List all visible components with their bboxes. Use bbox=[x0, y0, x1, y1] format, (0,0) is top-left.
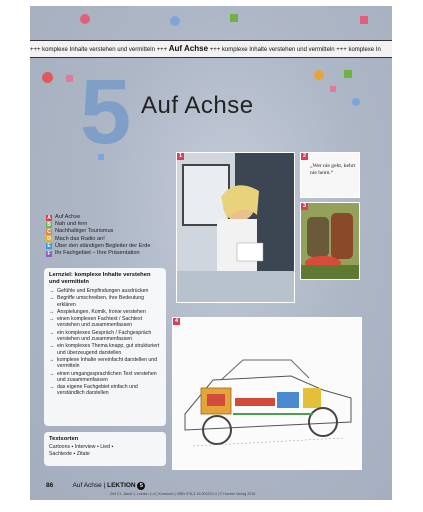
section-label: Nachhaltiger Tourismus bbox=[55, 228, 114, 235]
chapter-title: Auf Achse bbox=[141, 92, 254, 119]
photo-truck-driver bbox=[176, 152, 295, 303]
backpacks-illustration bbox=[301, 203, 359, 279]
decor-square-green-2 bbox=[344, 70, 352, 78]
section-letter: B bbox=[47, 221, 51, 228]
section-item-e[interactable] bbox=[46, 243, 150, 250]
section-label: Mach das Radio an! bbox=[55, 235, 105, 242]
textsorts-heading: Textsorten bbox=[49, 436, 79, 442]
decor-dot-orange bbox=[314, 70, 324, 80]
textsorts-line-2: Sachtexte ▪ Zitate bbox=[49, 451, 90, 457]
page-footer bbox=[46, 482, 255, 496]
section-letter: D bbox=[47, 236, 51, 243]
section-letter: C bbox=[47, 229, 51, 235]
imprint-text: Zeit C1, Band 1, Lektion 1–6 | Kursbuch | ISBN 978-3-19-001670-4 | © Hueber Verlag 2018 bbox=[110, 492, 256, 496]
banner-text-left: +++ komplexe Inhalte verstehen und vermitteln +++ bbox=[30, 47, 168, 53]
photo-backpacks bbox=[300, 202, 360, 280]
objective-item: → Begriffe umschreiben, ihre Bedeutung erklären bbox=[49, 295, 161, 308]
section-list bbox=[46, 214, 150, 257]
section-item-b[interactable] bbox=[46, 221, 150, 228]
quote-card bbox=[300, 152, 360, 198]
footer-separator: | bbox=[103, 482, 108, 489]
banner-title: Auf Achse bbox=[168, 44, 209, 53]
decor-square-pink-2 bbox=[330, 86, 336, 92]
objective-item: → ein komplexes Thema knapp, gut strukturiert und überzeugend darstellen bbox=[49, 343, 161, 356]
textbook-page bbox=[30, 6, 392, 500]
photo-number-4: 4 bbox=[174, 318, 179, 324]
section-letter: F bbox=[47, 250, 51, 257]
lektion-label: LEKTION bbox=[107, 482, 136, 489]
truck-driver-illustration bbox=[177, 153, 294, 302]
quote-text: „Wer nie geht, kehrt nie heim.“ bbox=[310, 163, 356, 176]
decor-dot-blue-2 bbox=[352, 98, 360, 106]
section-item-f[interactable] bbox=[46, 250, 150, 257]
photo-number-2: 2 bbox=[302, 153, 307, 159]
decor-square-pink bbox=[66, 75, 73, 82]
decor-square-green bbox=[230, 14, 238, 22]
decor-dot-red bbox=[42, 72, 53, 83]
learning-objectives-box bbox=[44, 268, 166, 426]
section-item-a[interactable] bbox=[46, 214, 150, 221]
section-item-d[interactable] bbox=[46, 236, 150, 243]
objectives-heading: Lernziel: komplexe Inhalte verstehen und vermitteln bbox=[49, 272, 151, 285]
topic-banner bbox=[30, 40, 392, 58]
objective-item: → ein komplexes Gespräch / Fachgespräch verstehen und zusammenfassen bbox=[49, 330, 161, 343]
section-letter: A bbox=[47, 214, 51, 221]
textsorts-line-1: Cartoons ▪ Interview ▪ Lied ▪ bbox=[49, 444, 114, 450]
objective-item: → Anspielungen, Komik, Ironie verstehen bbox=[49, 309, 161, 315]
decor-dot-pink bbox=[80, 14, 90, 24]
section-label: Auf Achse bbox=[55, 214, 81, 220]
section-letter: E bbox=[47, 243, 51, 250]
car-cutaway-illustration bbox=[173, 318, 361, 469]
chapter-number: 5 bbox=[80, 61, 132, 163]
objective-item: → Gefühle und Empfindungen ausdrücken bbox=[49, 288, 161, 294]
decor-square-red bbox=[360, 16, 368, 24]
objective-item: → einen umgangssprachlichen Text verstehen und zusammenfassen bbox=[49, 371, 161, 384]
textsorts-box bbox=[44, 432, 166, 466]
page-number: 86 bbox=[46, 482, 54, 489]
objective-item: → einen komplexen Fachtext / Sachtext verstehen und zusammenfassen bbox=[49, 316, 161, 329]
footer-title: Auf Achse bbox=[72, 482, 102, 489]
photo-number-3: 3 bbox=[302, 203, 307, 209]
photo-car-cutaway bbox=[172, 317, 362, 470]
decor-dot-blue bbox=[170, 16, 180, 26]
photo-number-1: 1 bbox=[178, 153, 183, 159]
objective-item: → komplexe Inhalte vereinfacht darstellen und vermitteln bbox=[49, 357, 161, 370]
section-label: Ihr Fachgebiet – Ihre Präsentation bbox=[55, 250, 140, 257]
lektion-number-badge: 5 bbox=[137, 482, 145, 490]
banner-text-right: +++ komplexe Inhalte verstehen und vermitteln +++ komplexe In bbox=[209, 47, 381, 53]
section-label: Nah und fern bbox=[55, 221, 88, 228]
objective-item: → das eigene Fachgebiet einfach und verständlich darstellen bbox=[49, 384, 161, 397]
section-item-c[interactable] bbox=[46, 228, 150, 235]
section-label: Über den ständigen Begleiter der Erde bbox=[55, 242, 151, 249]
